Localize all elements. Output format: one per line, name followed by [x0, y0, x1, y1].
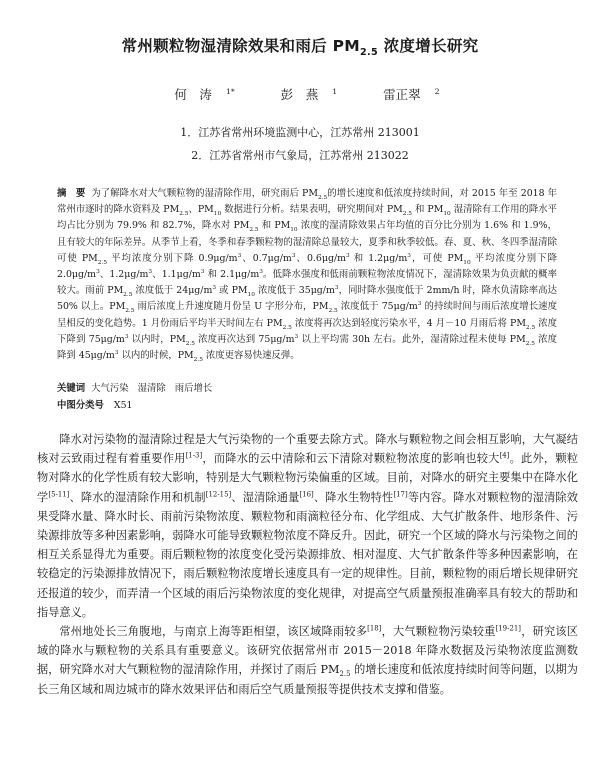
citation[interactable]: [1-3]	[185, 451, 203, 460]
keyword: 湿清除	[137, 383, 166, 394]
citation[interactable]: [12-15]	[205, 489, 232, 498]
keyword: 雨后增长	[174, 383, 213, 394]
citation[interactable]: [5-11]	[48, 489, 70, 498]
citation[interactable]: [4]	[499, 451, 510, 460]
classification-number: 中图分类号 X51	[57, 400, 133, 411]
abstract: 摘 要 为了解降水对大气颗粒物的湿清除作用，研究雨后 $PM_{2.5}$的增长速度和低浓度持续时间，对 2015 年至 2018 年常州市逐时的降水资料及 $PM_{2.5}$、$PM_{10}$ 数据进行分析。结果表明，研究期间对 $PM_{2.5}$ 和 $PM_{10}$ 湿清除有工作用的降水平均占比分别为 79.9% 和 82.7%，降水对 $PM_{2.5}$ 和 $PM_{10}$ 浓度的湿清除效果占年均值的百分比分别为 1.6% 和 1.9%，且有较大的年际差异。从季节上看，冬季和春季颗粒物的湿清除总量较大，夏季和秋季较低。春、夏、秋、冬四季湿清除可使 $PM_{2.5}$ 平均浓度分别下降 $0.9\mu g/m^3$、$0.7\mu g/m^3$、$0.6\mu g/m^3$ 和 $1.2\mu g/m^3$，可使 $PM_{10}$ 平均浓度分别下降 $2.0\mu g/m^3$、$1.2\mu g/m^3$、$1.1\mu g/m^3$ 和 $2.1\mu g/m^3$。低降水强度和低雨前颗粒物浓度情况下，湿清除效果为负贡献的概率较大。雨前 $PM_{2.5}$ 浓度低于 $24\mu g/m^3$ 或 $PM_{10}$ 浓度低于 $35\mu g/m^3$，同时降水强度低于 2mm/h 时，降水负清除率高达 50% 以上。$PM_{2.5}$ 雨后浓度上升速度随月份呈 U 字形分布，$PM_{2.5}$ 浓度低于 $75\mu g/m^3$ 的持续时间与雨后浓度增长速度呈相反的变化趋势。1 月份雨后平均半天时间左右 $PM_{2.5}$ 浓度将再次达到轻度污染水平，4 月－10 月雨后将 $PM_{2.5}$ 浓度下降到 $75\mu g/m^3$ 以内时，$PM_{2.5}$ 浓度再次达到 $75\mu g/m^3$ 以上平均需 30h 左右。此外，湿清除过程未使每 $PM_{2.5}$ 浓度降到 $45\mu g/m^3$ 以内的时候，$PM_{2.5}$ 浓度更容易快速反弹。	[57, 188, 558, 363]
author-name: 雷正翠 $^2$	[383, 86, 440, 102]
body-text	[37, 430, 578, 699]
affiliation-2: 2．江苏省常州市气象局，江苏常州 213022	[191, 149, 409, 162]
paper-title: 常州颗粒物湿清除效果和雨后 $PM_{2.5}$ 浓度增长研究	[121, 37, 479, 59]
citation[interactable]: [18]	[367, 624, 382, 633]
paragraph: 常州地处长三角腹地，与南京上海等距相望，该区域降雨较多[18]，大气颗粒物污染较重[19-21]，研究该区域的降水与颗粒物的关系具有重要意义。该研究依据常州市 2015－2018 年降水数据及污染物浓度监测数据，研究降水对大气颗粒物的湿清除作用，并探讨了雨后 $PM_{2.5}$ 的增长速度和低浓度持续时间等问题，以期为长三角区域和周边城市的降水效果评估和雨后空气质量预报等提供技术支撑和借鉴。	[37, 624, 578, 696]
citation[interactable]: [19-21]	[495, 624, 521, 633]
affiliation-1: 1．江苏省常州环境监测中心，江苏常州 213001	[180, 126, 420, 139]
keyword: 大气污染	[91, 383, 129, 394]
keywords-label: 关键词	[57, 383, 86, 394]
paragraph: 降水对污染物的湿清除过程是大气污染物的一个重要去除方式。降水与颗粒物之间会相互影响，大气凝结核对云致雨过程有着重要作用[1-3]，而降水的云中清除和云下清除对颗粒物浓度的影响也较大[4]。此外，颗粒物对降水的化学性质有较大影响，特别是大气颗粒物污染偏重的区域。目前，对降水的研究主要集中在降水化学[5-11]、降水的湿清除作用和机制[12-15]、湿清除通量[16]、降水生物特性[17]等内容。降水对颗粒物的湿清除效果受降水量、降水时长、雨前污染物浓度、颗粒物和雨滴粒径分布、化学组成、大气扩散条件、地形条件、污染源排放等多种因素影响，弱降水可能导致颗粒物浓度不降反升。因此，研究一个区域的降水与污染物之间的相互关系显得尤为重要。雨后颗粒物的浓度变化受污染源排放、相对湿度、大气扩散条件等多种因素影响，在较稳定的污染源排放情况下，雨后颗粒物浓度增长速度具有一定的规律性。目前，颗粒物的雨后增长规律研究还报道的较少，而弄清一个区域的雨后污染物浓度的变化规律，对提高空气质量预报准确率具有较大的帮助和指导意义。	[37, 433, 578, 619]
abstract-label: 摘 要	[57, 188, 86, 199]
citation[interactable]: [17]	[393, 489, 408, 498]
citation[interactable]: [16]	[299, 489, 314, 498]
author-name: 彭 燕 $^1$	[280, 86, 338, 102]
author-name: 何 涛 $^{1*}$	[174, 86, 235, 102]
keywords	[57, 380, 557, 394]
author-list	[0, 85, 600, 103]
